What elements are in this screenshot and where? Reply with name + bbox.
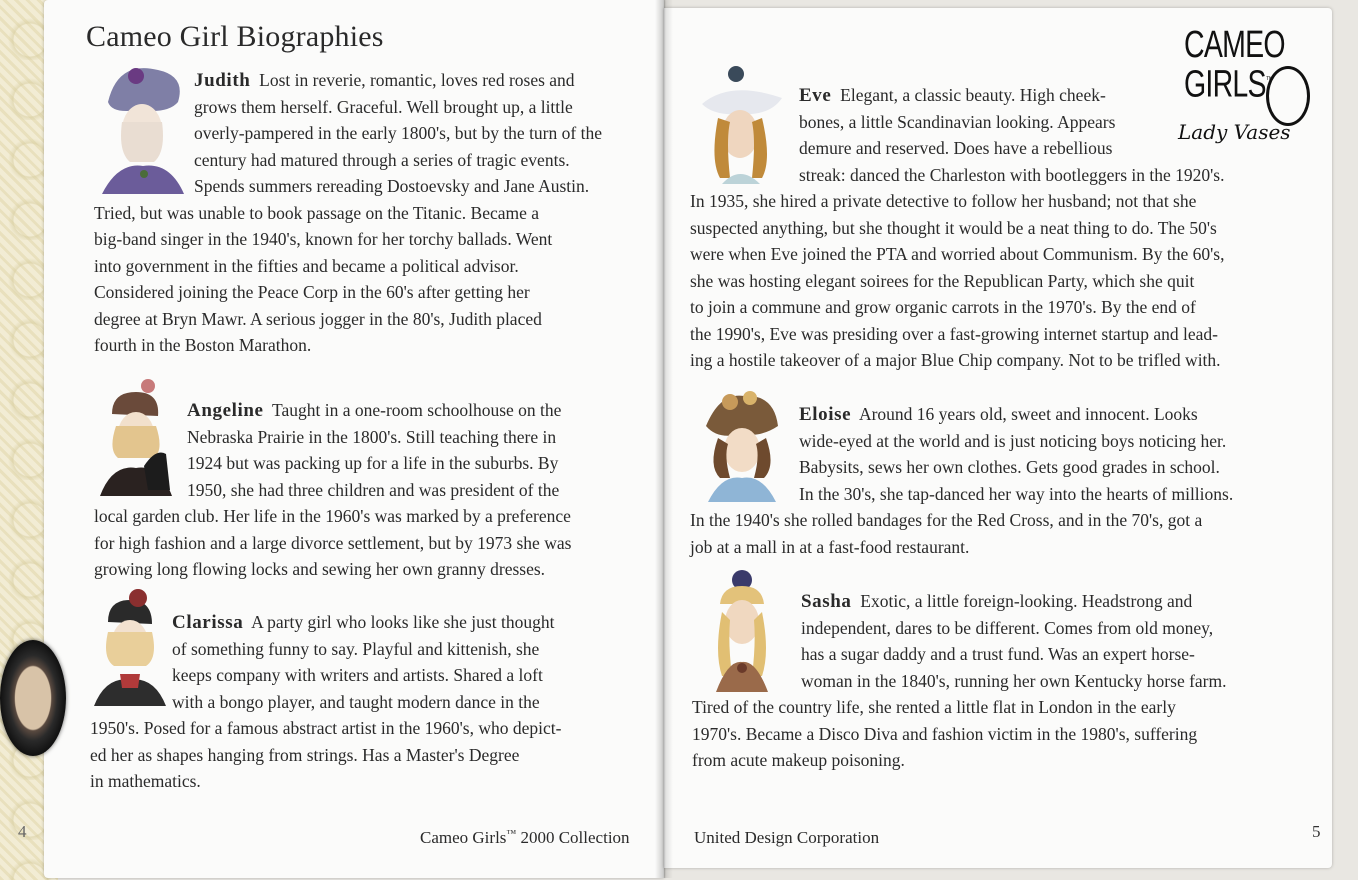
judith-bio-line-3: century had matured through a series of tragic events. <box>194 149 570 170</box>
judith-name: Judith <box>194 70 251 91</box>
right-page-number: 5 <box>1312 822 1321 841</box>
logo-line-1: CAMEO <box>1184 24 1285 66</box>
sasha-bio-line-5: 1970's. Became a Disco Diva and fashion victim in the 1980's, suffering <box>692 723 1198 744</box>
logo-cameo-icon <box>1266 66 1310 126</box>
cameo-girls-logo <box>1170 24 1310 158</box>
eve-bio-line-5: suspected anything, but she thought it would be a neat thing to do. The 50's <box>690 217 1217 238</box>
judith-bio-line-0: Judith Lost in reverie, romantic, loves red roses and <box>194 70 575 91</box>
clarissa-bio-line-1: of something funny to say. Playful and kittenish, she <box>172 638 540 659</box>
sasha-bio-line-1: independent, dares to be different. Comes from old money, <box>801 617 1214 638</box>
judith-bio-line-10: fourth in the Boston Marathon. <box>94 335 312 355</box>
judith-figurine-icon <box>98 62 188 198</box>
eve-bio-line-4: In 1935, she hired a private detective to follow her husband; not that she <box>690 191 1197 211</box>
sasha-bio-line-0: Sasha Exotic, a little foreign-looking. Headstrong and <box>801 591 1193 612</box>
angeline-bio-line-0: Angeline Taught in a one-room schoolhouse on the <box>187 400 562 421</box>
eve-bio-line-8: to join a commune and grow organic carrots in the 1970's. By the end of <box>690 297 1196 317</box>
sasha-bio-line-3: woman in the 1840's, running her own Kentucky horse farm. <box>801 670 1227 691</box>
angeline-bio-line-1: Nebraska Prairie in the 1800's. Still teaching there in <box>187 426 557 447</box>
eve-bio-line-9: the 1990's, Eve was presiding over a fast-growing internet startup and lead- <box>690 323 1218 344</box>
left-footer: Cameo Girls™ 2000 Collection <box>420 828 630 847</box>
judith-bio-line-8: Considered joining the Peace Corp in the 60's after getting her <box>94 282 530 302</box>
angeline-bio-line-2: 1924 but was packing up for a life in the suburbs. By <box>187 453 559 473</box>
eve-bio-line-0: Eve Elegant, a classic beauty. High cheek- <box>799 85 1106 106</box>
eve-name: Eve <box>799 85 832 106</box>
cameo-brooch-image <box>0 640 66 756</box>
sasha-bio-line-2: has a sugar daddy and a trust fund. Was an expert horse- <box>801 644 1195 664</box>
eloise-bio-line-5: job at a mall in at a fast-food restaurant. <box>690 536 970 557</box>
angeline-bio-line-4: local garden club. Her life in the 1960's was marked by a preference <box>94 506 571 526</box>
sasha-name: Sasha <box>801 591 852 612</box>
clarissa-bio-line-3: with a bongo player, and taught modern dance in the <box>172 691 540 712</box>
judith-bio-line-6: big-band singer in the 1940's, known for her torchy ballads. Went <box>94 229 553 249</box>
left-page-number: 4 <box>18 822 27 841</box>
angeline-bio-line-6: growing long flowing locks and sewing her own granny dresses. <box>94 559 546 579</box>
sasha-bio-line-6: from acute makeup poisoning. <box>692 750 905 770</box>
clarissa-bio-line-4: 1950's. Posed for a famous abstract artist in the 1960's, who depict- <box>90 718 562 738</box>
right-footer: United Design Corporation <box>694 828 880 847</box>
clarissa-bio-line-2: keeps company with writers and artists. Shared a loft <box>172 665 543 685</box>
logo-line-2: GIRLS™ <box>1184 63 1273 106</box>
eloise-bio-line-4: In the 1940's she rolled bandages for the Red Cross, and in the 70's, got a <box>690 510 1203 530</box>
eve-bio-line-1: bones, a little Scandinavian looking. Appears <box>799 111 1116 132</box>
angeline-name: Angeline <box>187 400 264 421</box>
angeline-bio-line-5: for high fashion and a large divorce settlement, but by 1973 she was <box>94 532 572 553</box>
clarissa-name: Clarissa <box>172 612 244 633</box>
judith-bio-line-5: Tried, but was unable to book passage on the Titanic. Became a <box>94 202 540 223</box>
judith-bio-line-2: overly-pampered in the early 1800's, but by the turn of the <box>194 123 602 143</box>
sasha-bio-line-4: Tired of the country life, she rented a little flat in London in the early <box>692 697 1176 717</box>
eve-bio-line-7: she was hosting elegant soirees for the Republican Party, which she quit <box>690 270 1195 291</box>
judith-bio-line-7: into government in the fifties and became a political advisor. <box>94 255 519 276</box>
clarissa-bio-line-0: Clarissa A party girl who looks like she just thought <box>172 612 555 633</box>
clarissa-figurine-icon <box>90 588 170 708</box>
eloise-bio-line-3: In the 30's, she tap-danced her way into the hearts of millions. <box>799 483 1234 504</box>
judith-bio-line-4: Spends summers rereading Dostoevsky and Jane Austin. <box>194 176 590 196</box>
clarissa-bio-line-5: ed her as shapes hanging from strings. Has a Master's Degree <box>90 744 520 765</box>
sasha-figurine-icon <box>706 568 778 694</box>
eve-bio-line-2: demure and reserved. Does have a rebellious <box>799 138 1113 158</box>
judith-bio-line-9: degree at Bryn Mawr. A serious jogger in the 80's, Judith placed <box>94 308 542 329</box>
logo-tagline: Lady Vases <box>1178 120 1291 144</box>
eve-figurine-icon <box>700 60 784 186</box>
clarissa-bio-line-6: in mathematics. <box>90 771 201 791</box>
angeline-figurine-icon <box>96 378 176 498</box>
eve-bio-line-3: streak: danced the Charleston with bootleggers in the 1920's. <box>799 164 1225 185</box>
book-gutter <box>655 0 673 878</box>
eloise-bio-line-2: Babysits, sews her own clothes. Gets good grades in school. <box>799 457 1220 477</box>
eloise-figurine-icon <box>700 386 784 504</box>
eloise-bio-line-1: wide-eyed at the world and is just noticing boys noticing her. <box>799 430 1227 451</box>
eloise-bio-line-0: Eloise Around 16 years old, sweet and innocent. Looks <box>799 404 1198 425</box>
eve-bio-line-10: ing a hostile takeover of a major Blue Chip company. Not to be trifled with. <box>690 350 1221 370</box>
page-title: Cameo Girl Biographies <box>86 20 384 53</box>
eve-bio-line-6: were when Eve joined the PTA and worried about Communism. By the 60's, <box>690 244 1225 264</box>
angeline-bio-line-3: 1950, she had three children and was president of the <box>187 479 560 500</box>
eloise-name: Eloise <box>799 404 852 425</box>
judith-bio-line-1: grows them herself. Graceful. Well brought up, a little <box>194 96 573 117</box>
